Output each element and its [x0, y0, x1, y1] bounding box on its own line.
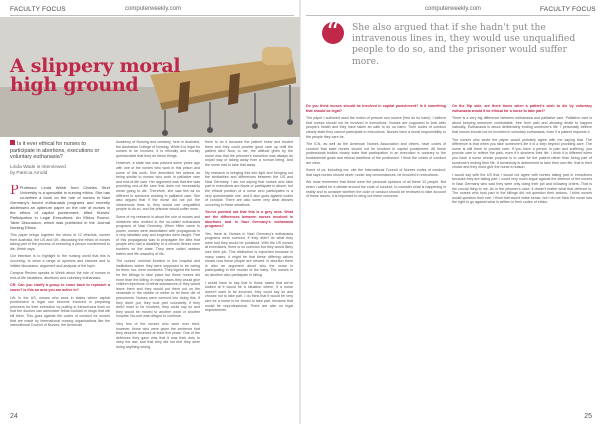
paragraph: My research is bringing this into light and bringing out the similarities and differences between the US and Nazi Germany. I am not saying that nurses who take part in executions are Nazis or participate in abuse, but the ethical position of a nurse who participates is a very questionable one, and it also goes against codes of conduct. There are also some very clear abuses occurring in these situations. [205, 170, 293, 207]
article-title [10, 57, 180, 95]
paragraph: The paper I authored used the notion of primum non nocere (first do no harm). I believe that nurses should not be involved in executions. Nurses are supposed to look after people's health and they have taken an oath to do no harm. Their codes of conduct clearly state they cannot participate in executions. Nurses have a moral responsibility to the people they care for. [306, 116, 446, 139]
question: You've pointed out that this is a grey area. What are the differences between nurses involved in abortions and in Nazi Germany's euthanasia programs? [205, 210, 293, 229]
header-rule [306, 15, 590, 16]
byline [10, 165, 110, 177]
drop-cap: P [10, 185, 19, 198]
question: On the flip side, are there times when a patient's wish to die by voluntary euthanasia would it be ethical for a nurse to take part? [452, 104, 592, 113]
page-number: 24 [10, 413, 18, 420]
paragraph: them to do it because the patient knew and trusted them and they could provide good care up until the patient died. Now, to me, the attitude given by the nurse was that the prisoner's execution was always an unjust way of taking away from a human being. And the nurse had to take that away. [205, 140, 293, 167]
column-5 [452, 104, 592, 408]
paragraph: The ICN, as well as the American Nurses Association and others, have codes of conduct that state nurses should not be involved in capital punishment. All these professional bodies clearly state that participation in an execution is contrary to the fundamental goals and ethical traditions of the profession. I think the codes of conduct are clear. [306, 142, 446, 165]
standfirst [10, 140, 110, 161]
paragraph: Yes, there is. Nurses in Nazi Germany's euthanasia programs were coerced, if they didn't do what they were told they would be punished. With the US nurses at executions, there is no coercion but they would likely lose their job. This distinction is important because in many cases, it might be that these differing values shows how these people are viewed. In abortion there is also an argument about who the nurse is participating in the murder of the baby. The nurses in an abortion also participate in killing. [205, 231, 293, 278]
column-1 [10, 185, 110, 407]
bullet-square [10, 140, 15, 145]
pull-quote-text: She also argued that if she hadn't put the intravenous lines in, they would use unqualified people to do so, and the prisoner would suffer more. [352, 22, 576, 67]
paragraph: I would say with the US that I would not agree with nurses taking part in executions because they are taking part. I could very much argue against the defence of the nurses in Nazi Germany who said they were only doing their job and following orders. That is the crucial thing to me. As in the prisoner's case, it doesn't matter what that defence is. The nurses who took part in the killings did not question their actions. I think nurses would question their role. I think that would make sense, but I do not think the nurse has the right to go against what is written in their codes of ethics. [452, 172, 592, 205]
section-label: FACULTY FOCUS [10, 6, 66, 13]
question: Do you think nurses should be involved in capital punishment? Is it something that should be legal? [306, 104, 446, 113]
paragraph: Some of us, including me, cite the International Council of Nurses codes of conduct; that says nurses should never, under any circumstances, be involved in executions. [306, 168, 446, 177]
byline-line-2: by Patricia Arnold [10, 171, 48, 176]
standfirst-text: Is it ever ethical for nurses to participate in abortions, executions or voluntary euthanasia? [10, 141, 100, 161]
paragraph: There is a very big difference between euthanasia and palliative care. Palliative care is about keeping someone comfortable, free from pain and allowing death to happen naturally. Euthanasia is about deliberately ending someone's life. I personally believe that nurses should not be involved in voluntary euthanasia, even if a patient requests it. [452, 116, 592, 134]
byline-line-1: Linda Wade is interviewed [10, 165, 66, 170]
paragraph: Some of my research is about the role of nurses and midwives who worked in the so-called euthanasia programs of Nazi Germany. When Hitler came to power, nurses were assimilated with propaganda in a very idealistic way and eugenics were taught. Part of this propaganda was to propagate the idea that people who had a disability or a chronic illness were burdens on the state. They were called useless eaters and life unworthy of life. [116, 214, 200, 256]
column-2 [116, 140, 200, 407]
header-rule [10, 15, 294, 16]
paragraph: LW: In the US, nurses who work in states where capital punishment is legal can become involved in preparing prisoners for their execution by putting in intravenous lines so that the doctors can administer lethal cocktail of drugs that will kill them. This goes against the codes of conduct for nurses that are made by international nursing organisations like the International Council of Nurses, the American [10, 295, 110, 328]
intro-text: Professor Linda Webb from Charles Sturt University is a specialist in nursing ethics. She has co-written a book on the role of nurses in Nazi Germany's forced euthanasia programs and recently addressed an optimum paper on the role of nurses in the ethics of capital punishment, titled Nurses' Participation in Legal Executions: An Ethics Round-Table Discussion, which was published in the Journal Nursing Ethics. [10, 185, 110, 230]
title-line-1: A slippery moral [10, 55, 181, 77]
paragraph: However, a state law was passed some years ago with one of the nurses who work in this prison and some of this work. She described her actions as being similar to nurses who work in palliative care and end-of-life care. Her argument was that she was providing end-of-life care that does not necessarily mean going to die. Therefore, she saw this as no different to someone working in palliative care. She also argued that if the nurse did not put the intravenous lines in, they would use unqualified people to do so, and the prisoner would suffer more. [116, 161, 200, 212]
column-3 [205, 140, 293, 407]
paragraph: The nurses who wrote the paper would probably agree with me saying that. The difference is that when you take someone's life it is a step beyond providing care. The nurse is still there to provide care. If you have a person in pain and suffering, you provide care to relieve the pain, even if it shortens their life. I think it is different when you have a nurse whose purpose is to care for the patient rather than being part of someone's ending their life. If somebody is determined to take their own life, that is their choice and they must give the nurse a reason. [452, 137, 592, 170]
title-line-2: high ground [10, 74, 139, 96]
paragraph: I would have to say that in those cases that we've looked at it would be a situation where, if a nurse doesn't want to be involved, they could say so and choose not to take part. I do think that it would be very rare for a nurse to be forced to take part, because that would be unprofessional. There are also no legal requirements. [205, 280, 293, 313]
paragraph: Academy of Nursing and certainly, here in Australia, the Australian College of Nursing. While it is legal for nurses to be involved, it is ethically and morally questionable that they do these things. [116, 140, 200, 158]
page-number: 25 [584, 413, 592, 420]
question: CR: Can you clarify a group to come back to reproach a cause? Is this an area you are active in? [10, 283, 110, 292]
hero-image [0, 17, 300, 137]
intro-paragraph [10, 185, 110, 230]
site-label: computerweekly.com [125, 6, 181, 12]
quote-mark-icon [322, 22, 344, 44]
pull-quote [322, 22, 592, 102]
section-label: FACULTY FOCUS [540, 6, 596, 13]
column-4 [306, 104, 446, 408]
site-label: computerweekly.com [425, 6, 481, 12]
paragraph: Very few of the nurses who were ever tried, however, those who were given the sentence that they deserve received at least five years. One of the defences they gave was that it was their duty to obey the law, and that they did not feel they were doing anything wrong. [116, 321, 200, 349]
paragraph: This paper brings together the views of 12 ethicists, nurses from Australia, the US and UK, discussing the ethics of nurses taking part of the process of executing a person condemned to die, Webb says. [10, 233, 110, 251]
paragraph: Campus Review speaks to Webb about the role of nurses in end-of-life situations, abortions and voluntary euthanasia. [10, 271, 110, 280]
paragraph: We must remember that these were the personal opinions of all these 12 people. But when I called for a debate around the code of conduct, to consider what is happening in reality and to consider whether the code of conduct should be reviewed to take account of these issues, it is important to bring out these concerns. [306, 180, 446, 199]
paragraph: Our intention is to highlight to the nursing world that this is occurring, to show a range of opinions and stances and to initiate discussion, argument and analysis of the topic. [10, 254, 110, 268]
paragraph: The nurses' nominal function in the hospital and institutions where they were supposed to be caring for them, too, were murdered. They signed the forms for the killings to take place but these nurses did more than the killing. In many cases they would give children injections of lethal substances or they would leave them and they would put them out on the verandah in the middle of winter to let them die of pneumonia. Nurses were coerced into doing this. If they didn't put, they took part voluntarily. If they didn't want to be involved, they could say so and they would be moved to another ward or another hospital. No-one was obliged to continue. [116, 259, 200, 319]
